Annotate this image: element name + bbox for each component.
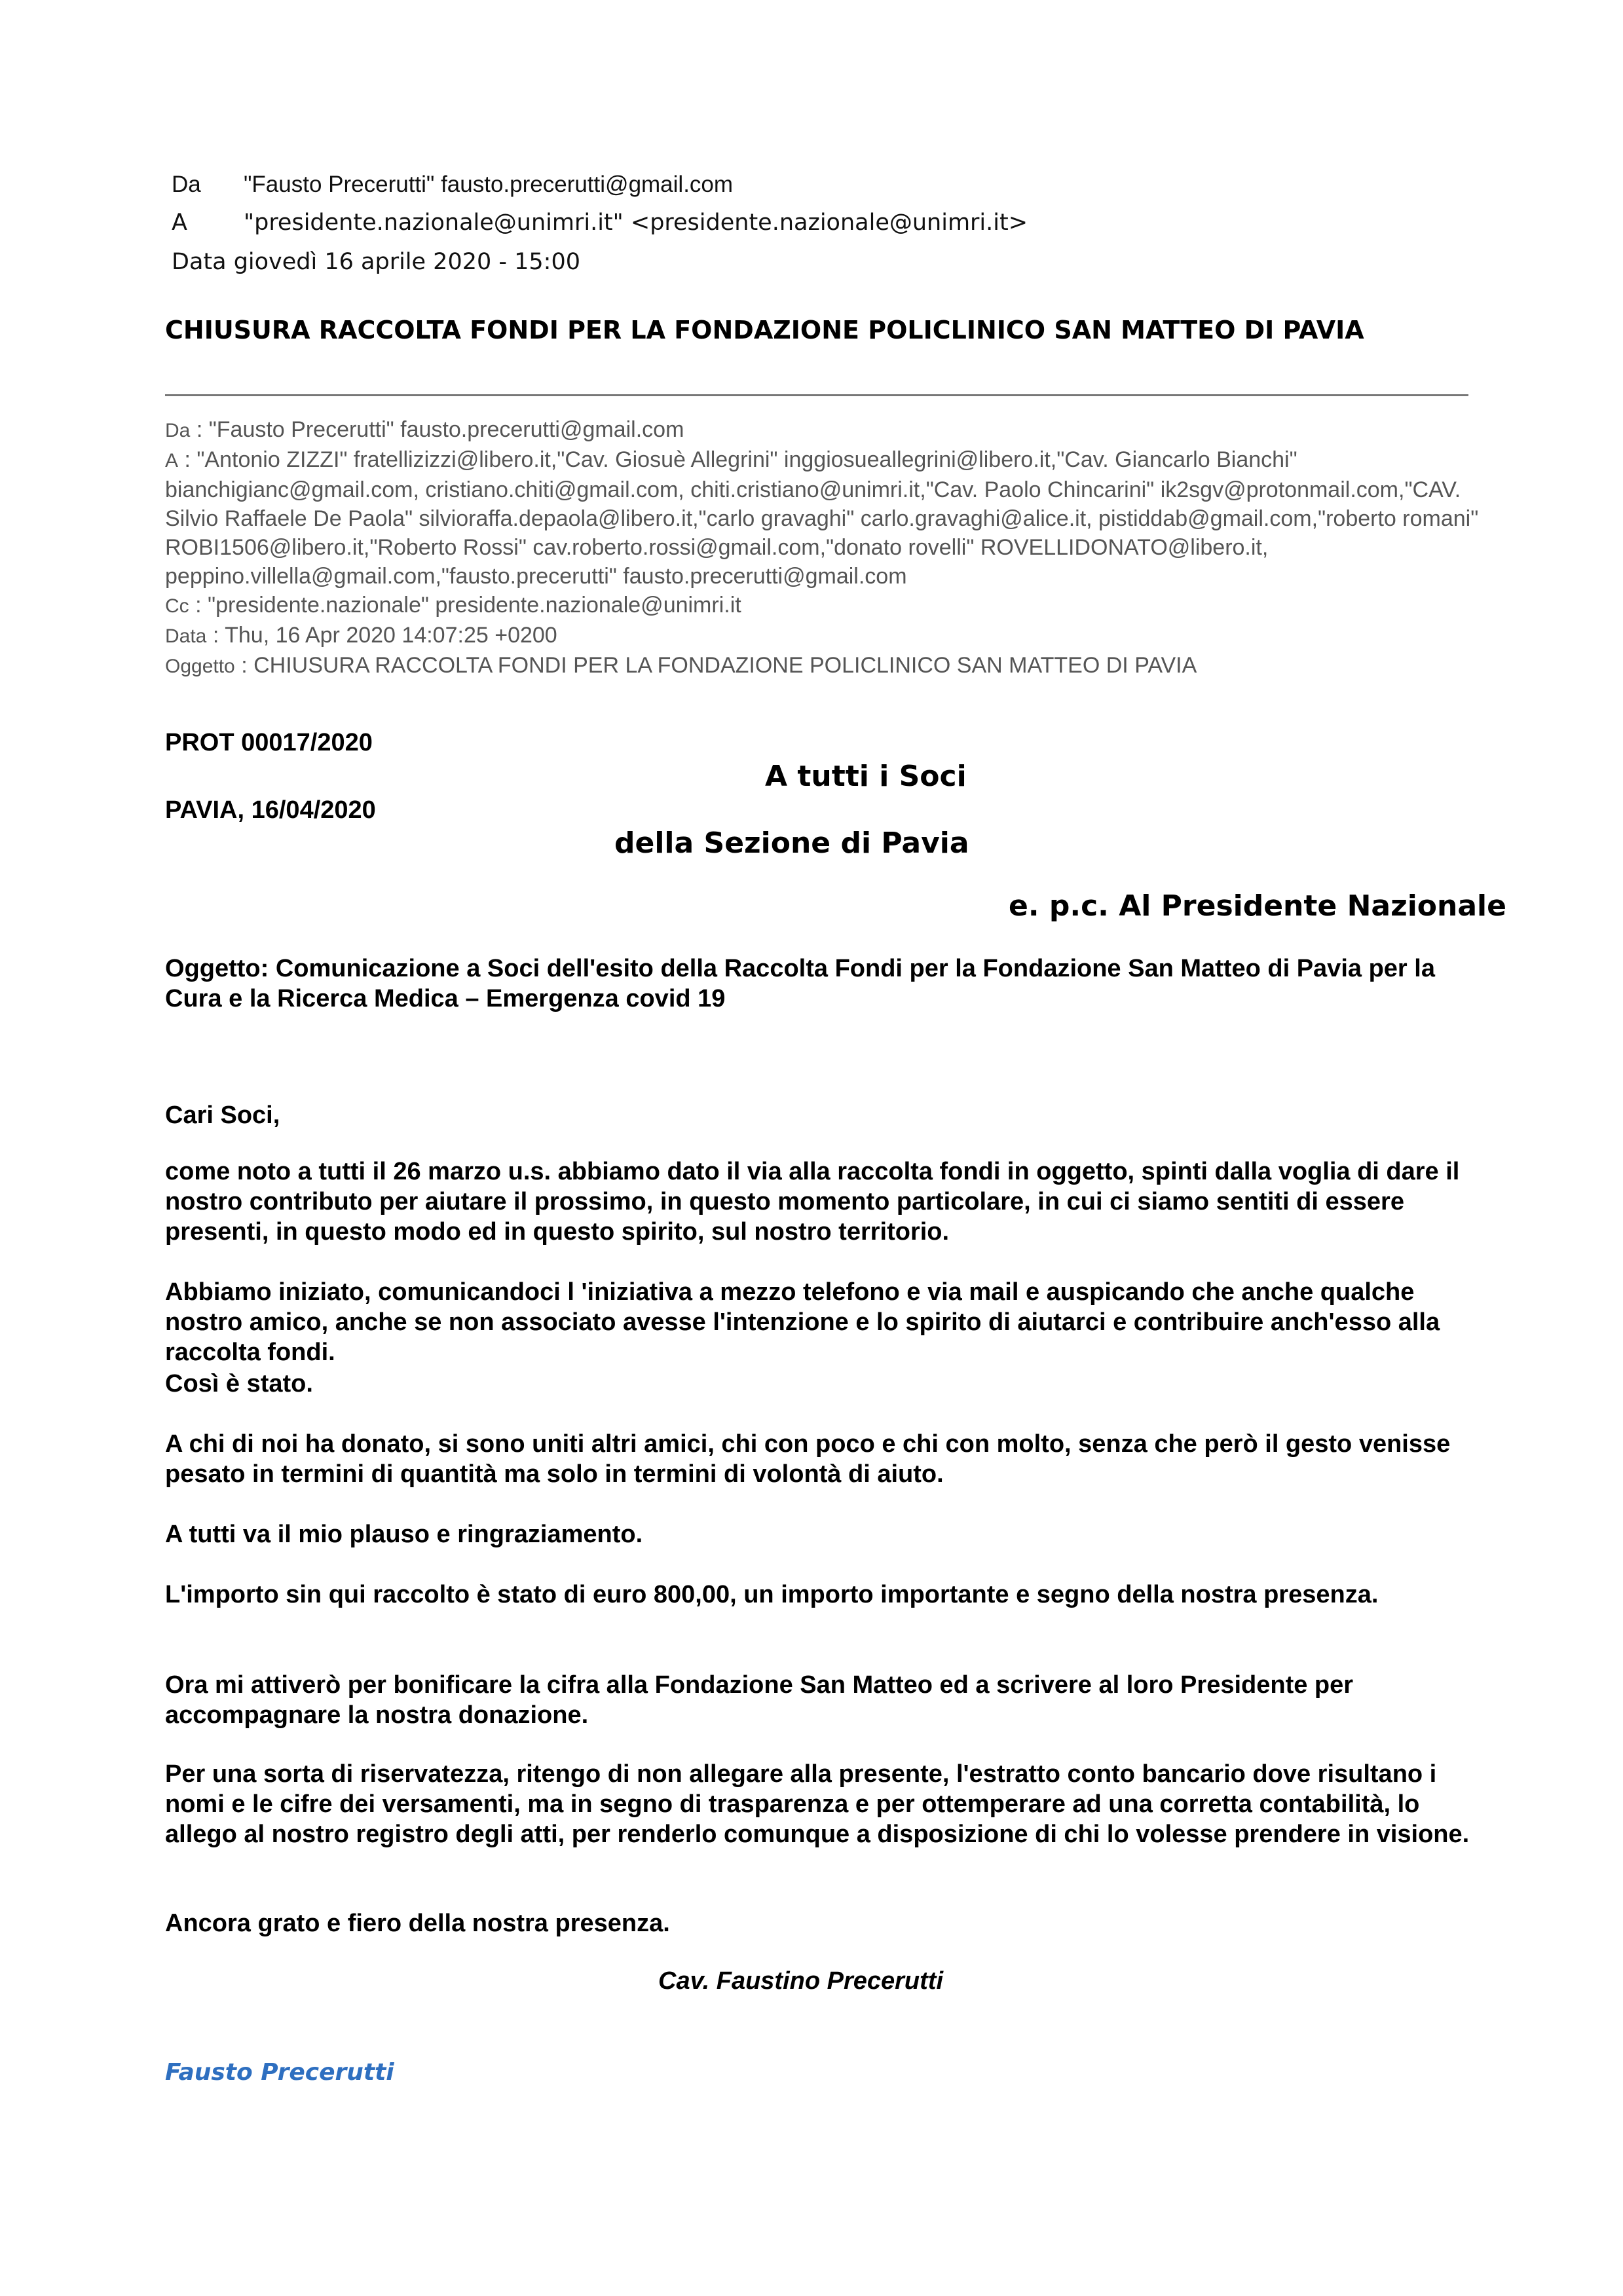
fwd-from <box>165 415 1482 445</box>
fwd-to-label: A <box>165 450 179 472</box>
fwd-subject-label: Oggetto <box>165 656 235 677</box>
recipient-all-members: A tutti i Soci <box>765 760 967 793</box>
paragraph-3: A chi di noi ha donato, si sono uniti altri amici, chi con poco e chi con molto, senza che però il gesto venisse pesato in termini di quantità ma solo in termini di volontà di aiuto. <box>165 1430 1451 1488</box>
footer-signature: Fausto Precerutti <box>165 2059 394 2086</box>
paragraph-4: A tutti va il mio plauso e ringraziamento. <box>165 1521 643 1548</box>
recipient-president: e. p.c. Al Presidente Nazionale <box>1009 889 1506 923</box>
place-date: PAVIA, 16/04/2020 <box>165 796 376 824</box>
paragraph-2b: Così è stato. <box>165 1370 313 1398</box>
prot-number: PROT 00017/2020 <box>165 729 373 756</box>
divider <box>165 394 1468 396</box>
email-subject: CHIUSURA RACCOLTA FONDI PER LA FONDAZIONE POLICLINICO SAN MATTEO DI PAVIA <box>165 316 1364 344</box>
paragraph-8: Ancora grato e fiero della nostra presenza. <box>165 1910 670 1937</box>
fwd-cc <box>165 591 1482 621</box>
from-label: Da <box>172 172 201 197</box>
paragraph-5: L'importo sin qui raccolto è stato di euro 800,00, un importo importante e segno della nostra presenza. <box>165 1581 1379 1608</box>
fwd-cc-label: Cc <box>165 595 189 617</box>
fwd-subject <box>165 651 1482 681</box>
to-line <box>172 210 1028 236</box>
paragraph-1: come noto a tutti il 26 marzo u.s. abbiamo dato il via alla raccolta fondi in oggetto, spinti dalla voglia di dare il nostro contributo per aiutare il prossimo, in questo momento particolare, in cui ci siamo sentiti di essere presenti, in questo modo ed in questo spirito, sul nostro territorio. <box>165 1158 1460 1246</box>
fwd-to <box>165 445 1482 591</box>
date-line: Data giovedì 16 aprile 2020 - 15:00 <box>172 249 581 275</box>
fwd-cc-value: : "presidente.nazionale" presidente.nazionale@unimri.it <box>195 593 741 618</box>
from-line <box>172 172 733 198</box>
letter-signature: Cav. Faustino Precerutti <box>658 1967 944 1995</box>
fwd-from-label: Da <box>165 420 191 441</box>
from-value: "Fausto Precerutti" fausto.precerutti@gmail.com <box>244 172 734 197</box>
fwd-from-value: : "Fausto Precerutti" fausto.precerutti@gmail.com <box>196 417 684 442</box>
paragraph-6: Ora mi attiverò per bonificare la cifra alla Fondazione San Matteo ed a scrivere al loro Presidente per accompagnare la nostra donazione. <box>165 1671 1354 1729</box>
to-label: A <box>172 210 187 236</box>
paragraph-7: Per una sorta di riservatezza, ritengo di non allegare alla presente, l'estratto conto bancario dove risultano i nomi e le cifre dei versamenti, ma in segno di trasparenza e per ottemperare ad una corretta contabilità, lo allego al nostro registro degli atti, per renderlo comunque a disposizione di chi lo volesse prendere in visione. <box>165 1760 1470 1848</box>
greeting: Cari Soci, <box>165 1102 280 1129</box>
recipient-section: della Sezione di Pavia <box>614 826 969 860</box>
forwarded-meta <box>165 415 1482 681</box>
paragraph-2: Abbiamo iniziato, comunicandoci l 'iniziativa a mezzo telefono e via mail e auspicando che anche qualche nostro amico, anche se non associato avesse l'intenzione e lo spirito di aiutarci e contribuire anch'esso alla raccolta fondi. <box>165 1278 1440 1366</box>
fwd-subject-value: : CHIUSURA RACCOLTA FONDI PER LA FONDAZIONE POLICLINICO SAN MATTEO DI PAVIA <box>241 653 1197 678</box>
to-value: "presidente.nazionale@unimri.it" <presidente.nazionale@unimri.it> <box>244 210 1028 236</box>
letter-oggetto: Oggetto: Comunicazione a Soci dell'esito della Raccolta Fondi per la Fondazione San Matteo di Pavia per la Cura e la Ricerca Medica – Emergenza covid 19 <box>165 955 1435 1012</box>
fwd-date-label: Data <box>165 625 207 647</box>
fwd-to-value: : "Antonio ZIZZI" fratellizizzi@libero.it,"Cav. Giosuè Allegrini" inggiosueallegrini@libero.it,"Cav. Giancarlo Bianchi" bianchigianc@gmail.com, cristiano.chiti@gmail.com, chiti.cristiano@unimri.it,"Cav. Paolo Chincarini" ik2sgv@protonmail.com,"CAV. Silvio Raffaele De Paola" silvioraffa.depaola@libero.it,"carlo gravaghi" carlo.gravaghi@alice.it, pistiddab@gmail.com,"roberto romani" ROBI1506@libero.it,"Roberto Rossi" cav.roberto.rossi@gmail.com,"donato rovelli" ROVELLIDONATO@libero.it, peppino.villella@gmail.com,"fausto.precerutti" fausto.precerutti@gmail.com <box>165 447 1479 589</box>
fwd-date <box>165 621 1482 651</box>
fwd-date-value: : Thu, 16 Apr 2020 14:07:25 +0200 <box>212 623 557 648</box>
